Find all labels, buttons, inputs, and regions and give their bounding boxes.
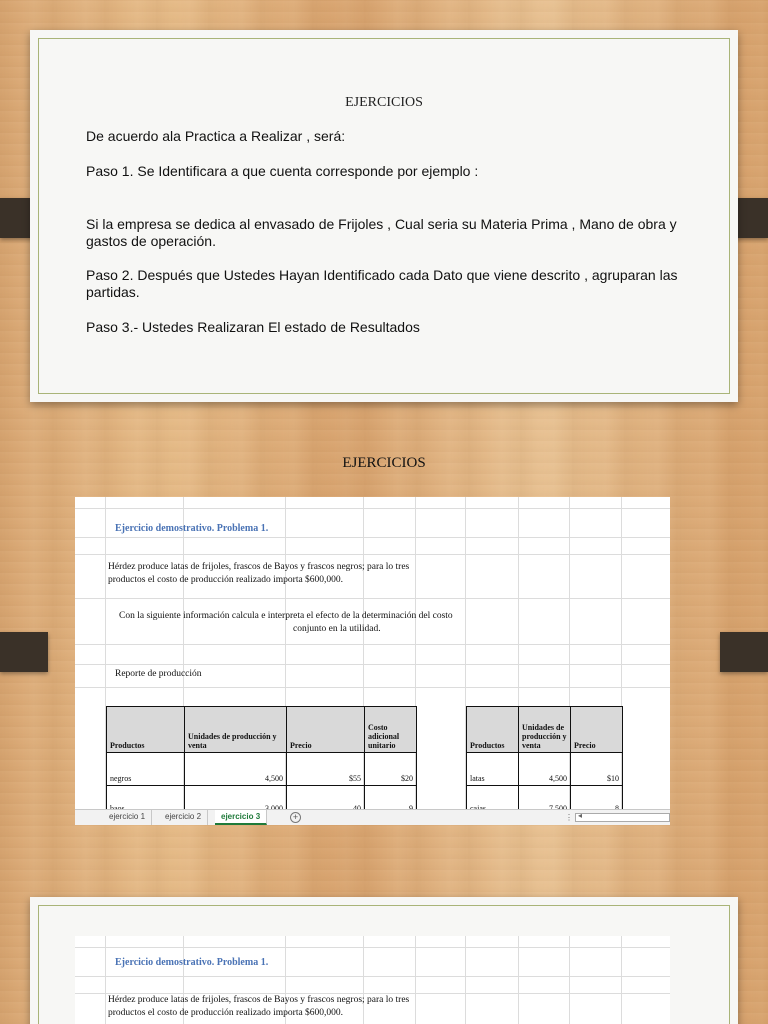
- instruction-line-1: Con la siguiente información calcula e interpreta el efecto de la determinación del costo: [119, 611, 453, 621]
- grid-line: [75, 537, 670, 538]
- table-header-cell: Unidades de producción y venta: [519, 707, 571, 753]
- table-row: [467, 753, 623, 786]
- more-options-icon[interactable]: ⋮: [565, 813, 573, 822]
- table-cell: latas: [467, 753, 519, 786]
- intro-paragraph: De acuerdo ala Practica a Realizar , será:: [86, 128, 346, 144]
- production-table-2: [466, 706, 623, 816]
- table-header-cell: Costo adicional unitario: [365, 707, 417, 753]
- table-header-cell: Productos: [467, 707, 519, 753]
- exercise-title: Ejercicio demostrativo. Problema 1.: [115, 523, 269, 534]
- spreadsheet-screenshot-2: [75, 936, 670, 1024]
- table-cell: 4,500: [519, 753, 571, 786]
- sheet-tab-ejercicio-2[interactable]: ejercicio 2: [159, 810, 208, 825]
- slide-1-card: [30, 30, 738, 402]
- grid-line: [415, 936, 416, 1024]
- slide-1-title: EJERCICIOS: [345, 95, 423, 110]
- grid-line: [363, 936, 364, 1024]
- step-1-paragraph: Paso 1. Se Identificara a que cuenta corresponde por ejemplo :: [86, 163, 479, 179]
- divider-right-tab: [720, 632, 768, 672]
- grid-line: [75, 947, 670, 948]
- exercise-title: Ejercicio demostrativo. Problema 1.: [115, 957, 269, 968]
- table-cell: 4,500: [185, 753, 287, 786]
- table-header-cell: Precio: [571, 707, 623, 753]
- problem-text-line-2: productos el costo de producción realizado importa $600,000.: [108, 575, 344, 585]
- production-table-1: [106, 706, 417, 816]
- grid-line: [75, 554, 670, 555]
- sheet-tab-bar: [75, 809, 670, 825]
- grid-line: [75, 664, 670, 665]
- problem-text-line-1: Hérdez produce latas de frijoles, frascos de Bayos y frascos negros; para lo tres: [108, 995, 410, 1005]
- grid-line: [75, 508, 670, 509]
- divider-left-tab: [0, 632, 48, 672]
- problem-text-line-1: Hérdez produce latas de frijoles, frascos de Bayos y frascos negros; para lo tres: [108, 562, 410, 572]
- scroll-left-icon[interactable]: ◂: [578, 811, 583, 820]
- table-row: [107, 753, 417, 786]
- step-2-paragraph: Paso 2. Después que Ustedes Hayan Identificado cada Dato que viene descrito , agruparan las partidas.: [86, 267, 678, 300]
- step-3-paragraph: Paso 3.- Ustedes Realizaran El estado de Resultados: [86, 319, 420, 335]
- grid-line: [465, 936, 466, 1024]
- grid-line: [75, 644, 670, 645]
- example-paragraph: Si la empresa se dedica al envasado de Frijoles , Cual seria su Materia Prima , Mano de obra y gastos de operación.: [86, 216, 677, 249]
- table-cell: negros: [107, 753, 185, 786]
- table-cell: $55: [287, 753, 365, 786]
- table-header-row: [467, 707, 623, 753]
- grid-line: [569, 936, 570, 1024]
- problem-text-line-2: productos el costo de producción realizado importa $600,000.: [108, 1008, 344, 1018]
- grid-line: [518, 936, 519, 1024]
- instruction-line-2: conjunto en la utilidad.: [293, 624, 381, 634]
- grid-line: [75, 976, 670, 977]
- grid-line: [105, 936, 106, 1024]
- spreadsheet-screenshot: [75, 497, 670, 825]
- table-header-cell: Unidades de producción y venta: [185, 707, 287, 753]
- horizontal-scrollbar[interactable]: [575, 813, 670, 822]
- table-cell: $10: [571, 753, 623, 786]
- table-cell: $20: [365, 753, 417, 786]
- table-header-row: [107, 707, 417, 753]
- table-header-cell: Precio: [287, 707, 365, 753]
- sheet-tab-ejercicio-3[interactable]: ejercicio 3: [215, 810, 267, 825]
- slide-2-title: EJERCICIOS: [342, 455, 426, 471]
- add-sheet-icon[interactable]: +: [290, 812, 301, 823]
- grid-line: [621, 936, 622, 1024]
- sheet-tab-ejercicio-1[interactable]: ejercicio 1: [103, 810, 152, 825]
- grid-line: [75, 687, 670, 688]
- grid-line: [75, 598, 670, 599]
- table-header-cell: Productos: [107, 707, 185, 753]
- report-label: Reporte de producción: [115, 669, 202, 679]
